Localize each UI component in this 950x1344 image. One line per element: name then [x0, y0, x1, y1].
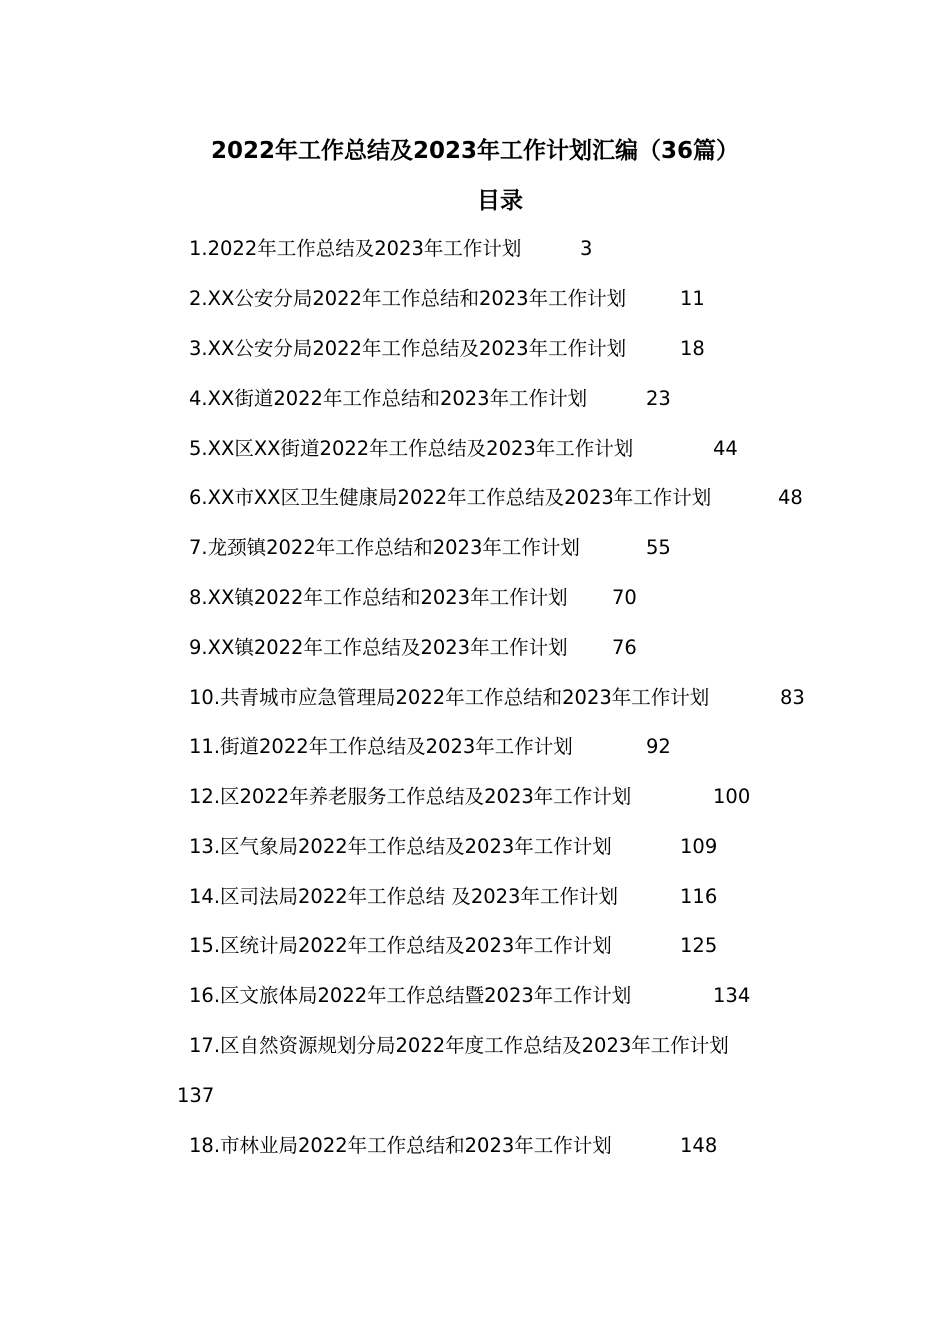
toc-entry-4[interactable]: 4.XX街道2022年工作总结和2023年工作计划	[189, 387, 588, 410]
toc-page-number: 18	[680, 337, 705, 360]
toc-entry-9[interactable]: 9.XX镇2022年工作总结及2023年工作计划	[189, 636, 568, 659]
toc-page-number: 23	[646, 387, 671, 410]
toc-entry-3[interactable]: 3.XX公安分局2022年工作总结及2023年工作计划	[189, 337, 627, 360]
toc-entry-18[interactable]: 18.市林业局2022年工作总结和2023年工作计划	[189, 1134, 612, 1157]
toc-page-number: 109	[680, 835, 718, 858]
toc-entry-15[interactable]: 15.区统计局2022年工作总结及2023年工作计划	[189, 934, 612, 957]
toc-page-number: 44	[713, 437, 738, 460]
toc-entry-17[interactable]: 17.区自然资源规划分局2022年度工作总结及2023年工作计划	[189, 1034, 729, 1057]
toc-entry-10[interactable]: 10.共青城市应急管理局2022年工作总结和2023年工作计划	[189, 686, 710, 709]
toc-entry-16[interactable]: 16.区文旅体局2022年工作总结暨2023年工作计划	[189, 984, 632, 1007]
document-title: 2022年工作总结及2023年工作计划汇编（36篇）	[210, 138, 740, 164]
toc-entry-1[interactable]: 1.2022年工作总结及2023年工作计划	[189, 237, 522, 260]
toc-page-number: 100	[713, 785, 751, 808]
toc-page-number: 134	[713, 984, 751, 1007]
toc-page-number: 48	[778, 486, 803, 509]
toc-entry-12[interactable]: 12.区2022年养老服务工作总结及2023年工作计划	[189, 785, 632, 808]
toc-heading: 目录	[477, 188, 523, 214]
toc-entry-13[interactable]: 13.区气象局2022年工作总结及2023年工作计划	[189, 835, 612, 858]
toc-page-number: 83	[780, 686, 805, 709]
toc-page-number: 3	[580, 237, 593, 260]
toc-page-number: 148	[680, 1134, 718, 1157]
toc-page-number: 116	[680, 885, 718, 908]
toc-entry-8[interactable]: 8.XX镇2022年工作总结和2023年工作计划	[189, 586, 568, 609]
toc-entry-14[interactable]: 14.区司法局2022年工作总结 及2023年工作计划	[189, 885, 618, 908]
toc-page-number: 11	[680, 287, 705, 310]
toc-entry-11[interactable]: 11.街道2022年工作总结及2023年工作计划	[189, 735, 573, 758]
toc-entry-7[interactable]: 7.龙颈镇2022年工作总结和2023年工作计划	[189, 536, 580, 559]
toc-entry-6[interactable]: 6.XX市XX区卫生健康局2022年工作总结及2023年工作计划	[189, 486, 712, 509]
toc-page-number: 92	[646, 735, 671, 758]
toc-page-number: 125	[680, 934, 718, 957]
toc-page-number: 55	[646, 536, 671, 559]
toc-page-number: 70	[612, 586, 637, 609]
toc-page-number: 137	[177, 1084, 215, 1107]
toc-entry-5[interactable]: 5.XX区XX街道2022年工作总结及2023年工作计划	[189, 437, 634, 460]
toc-entry-2[interactable]: 2.XX公安分局2022年工作总结和2023年工作计划	[189, 287, 627, 310]
toc-page-number: 76	[612, 636, 637, 659]
